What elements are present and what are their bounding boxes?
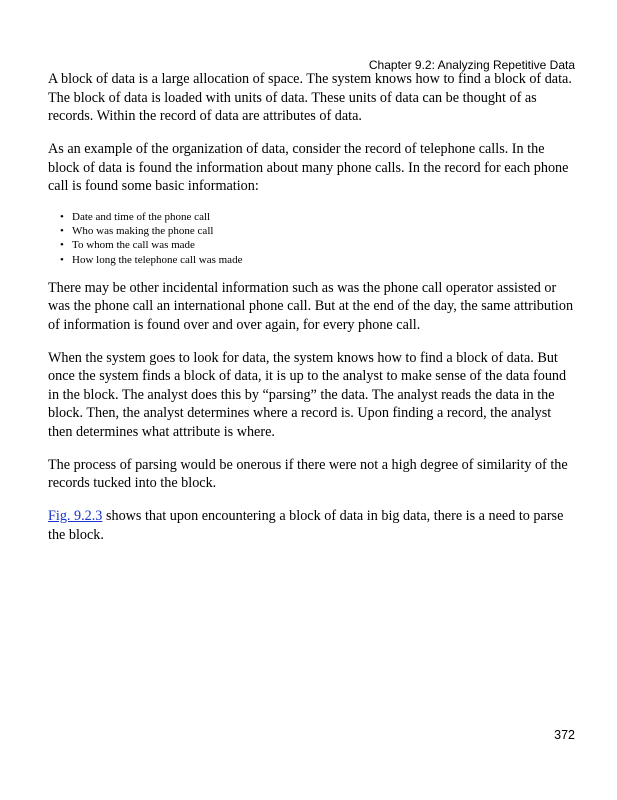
- bullet-icon: •: [60, 211, 64, 223]
- list-item-text: To whom the call was made: [72, 239, 195, 252]
- paragraph-parsing-explanation: When the system goes to look for data, the system knows how to find a block of data. But once the system finds a block of data, it is up to the analyst to make sense of the data found in the block. The analyst does this by “parsing” the data. The analyst reads the data in the block. Then, the analyst determines where a record is. Upon finding a record, the analyst then determines what attribute is where.: [48, 349, 567, 440]
- bullet-icon: •: [60, 239, 64, 252]
- list-item: [60, 253, 576, 267]
- figure-reference-text: shows that upon encountering a block of data in big data, there is a need to parse the block.: [48, 508, 564, 543]
- page-content: [48, 70, 576, 559]
- running-header: Chapter 9.2: Analyzing Repetitive Data: [368, 58, 575, 72]
- page-number: 372: [554, 728, 575, 742]
- paragraph-block-definition: A block of data is a large allocation of space. The system knows how to find a block of data. The block of data is loaded with units of data. These units of data can be thought of as records. Within the record of data are attributes of data.: [48, 71, 572, 124]
- list-item: [60, 210, 576, 224]
- paragraph-incidental-information: There may be other incidental information such as was the phone call operator assisted or was the phone call an international phone call. But at the end of the day, the same attribution of information is found over and over again, for every phone call.: [48, 279, 574, 333]
- paragraph-parsing-onerous: The process of parsing would be onerous if there were not a high degree of similarity of the records tucked into the block.: [48, 456, 568, 492]
- list-item-text: Date and time of the phone call: [72, 211, 211, 223]
- paragraph-telephone-example: As an example of the organization of data, consider the record of telephone calls. In the block of data is found the information about many phone calls. In the record for each phone call is found some basic information:: [48, 141, 569, 194]
- bullet-icon: •: [60, 253, 64, 266]
- phone-call-attributes-list: [48, 210, 576, 267]
- figure-link[interactable]: Fig. 9.2.3: [48, 508, 103, 525]
- list-item-text: Who was making the phone call: [72, 225, 214, 238]
- paragraph-figure-reference: [48, 507, 576, 544]
- bullet-icon: •: [60, 225, 64, 238]
- list-item-text: How long the telephone call was made: [72, 253, 243, 266]
- list-item: [60, 224, 576, 238]
- list-item: [60, 238, 576, 252]
